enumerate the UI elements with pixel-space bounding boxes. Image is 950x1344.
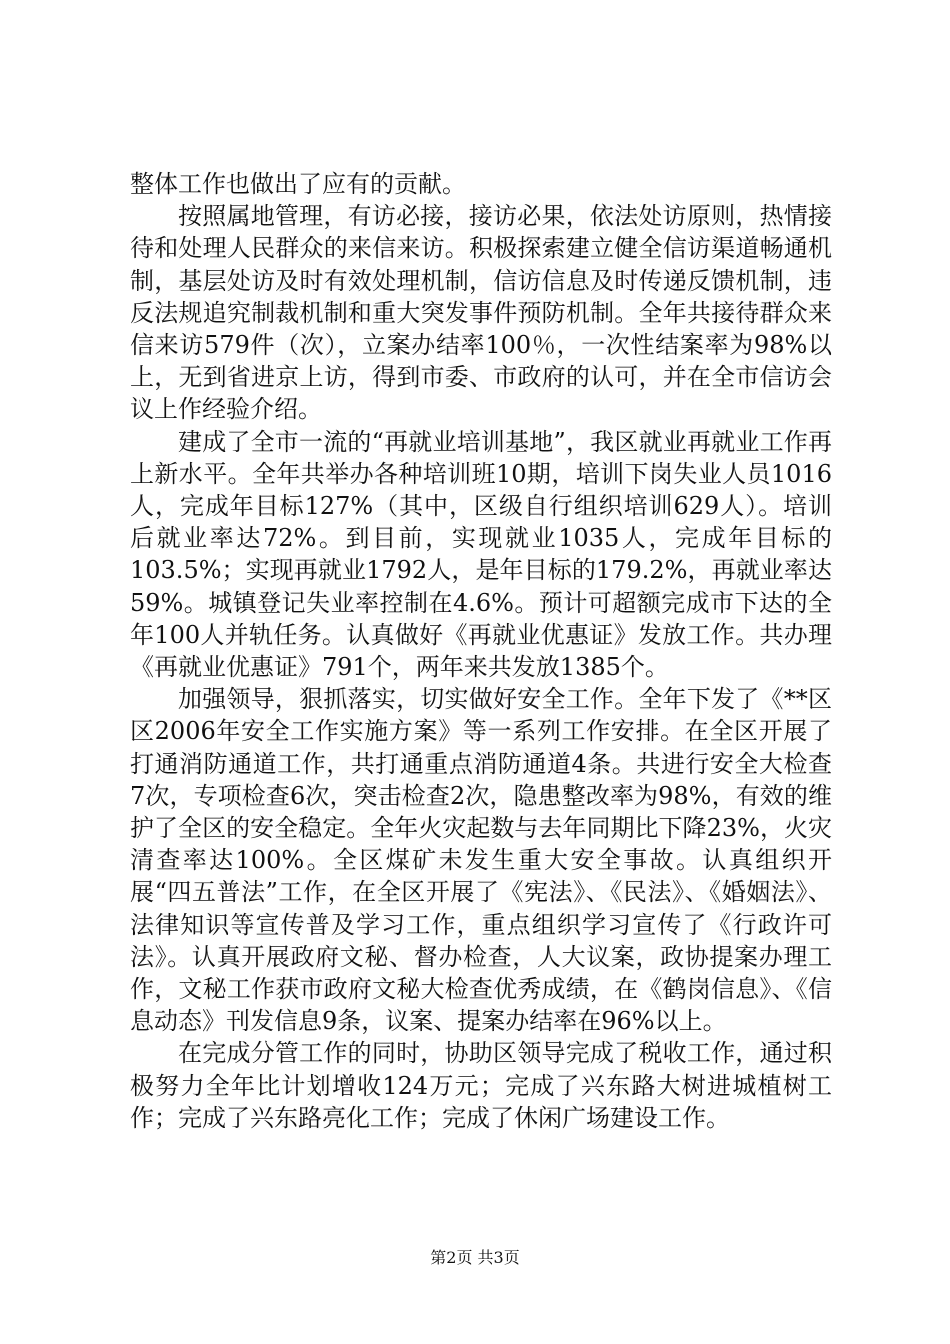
paragraph-5: 在完成分管工作的同时，协助区领导完成了税收工作，通过积极努力全年比计划增收124万元；完成了兴东路大树进城植树工作；完成了兴东路亮化工作；完成了休闲广场建设工作。 — [130, 1039, 832, 1132]
paragraph-1: 整体工作也做出了应有的贡献。 — [130, 170, 466, 198]
document-body — [130, 168, 832, 1134]
page-footer — [0, 1248, 950, 1268]
page-number-label: 第2页 共3页 — [430, 1248, 520, 1267]
paragraph-2: 按照属地管理，有访必接，接访必果，依法处访原则，热情接待和处理人民群众的来信来访。积极探索建立健全信访渠道畅通机制，基层处访及时有效处理机制，信访信息及时传递反馈机制，违反法规追究制裁机制和重大突发事件预防机制。全年共接待群众来信来访579件（次），立案办结率100％，一次性结案率为98%以上，无到省进京上访，得到市委、市政府的认可，并在全市信访会议上作经验介绍。 — [130, 202, 832, 424]
paragraph-4: 加强领导，狠抓落实，切实做好安全工作。全年下发了《**区区2006年安全工作实施方案》等一系列工作安排。在全区开展了打通消防通道工作，共打通重点消防通道4条。共进行安全大检查7次，专项检查6次，突击检查2次，隐患整改率为98%，有效的维护了全区的安全稳定。全年火灾起数与去年同期比下降23%，火灾清查率达100%。全区煤矿未发生重大安全事故。认真组织开展“四五普法”工作，在全区开展了《宪法》、《民法》、《婚姻法》、法律知识等宣传普及学习工作，重点组织学习宣传了《行政许可法》。认真开展政府文秘、督办检查，人大议案，政协提案办理工作，文秘工作获市政府文秘大检查优秀成绩，在《鹤岗信息》、《信息动态》刊发信息9条，议案、提案办结率在96%以上。 — [130, 685, 832, 1036]
paragraph-3: 建成了全市一流的“再就业培训基地”，我区就业再就业工作再上新水平。全年共举办各种培训班10期，培训下岗失业人员1016人，完成年目标127%（其中，区级自行组织培训629人）。培训后就业率达72%。到目前，实现就业1035人，完成年目标的103.5%；实现再就业1792人，是年目标的179.2%，再就业率达59%。城镇登记失业率控制在4.6%。预计可超额完成市下达的全年100人并轨任务。认真做好《再就业优惠证》发放工作。共办理《再就业优惠证》791个，两年来共发放1385个。 — [130, 427, 832, 682]
